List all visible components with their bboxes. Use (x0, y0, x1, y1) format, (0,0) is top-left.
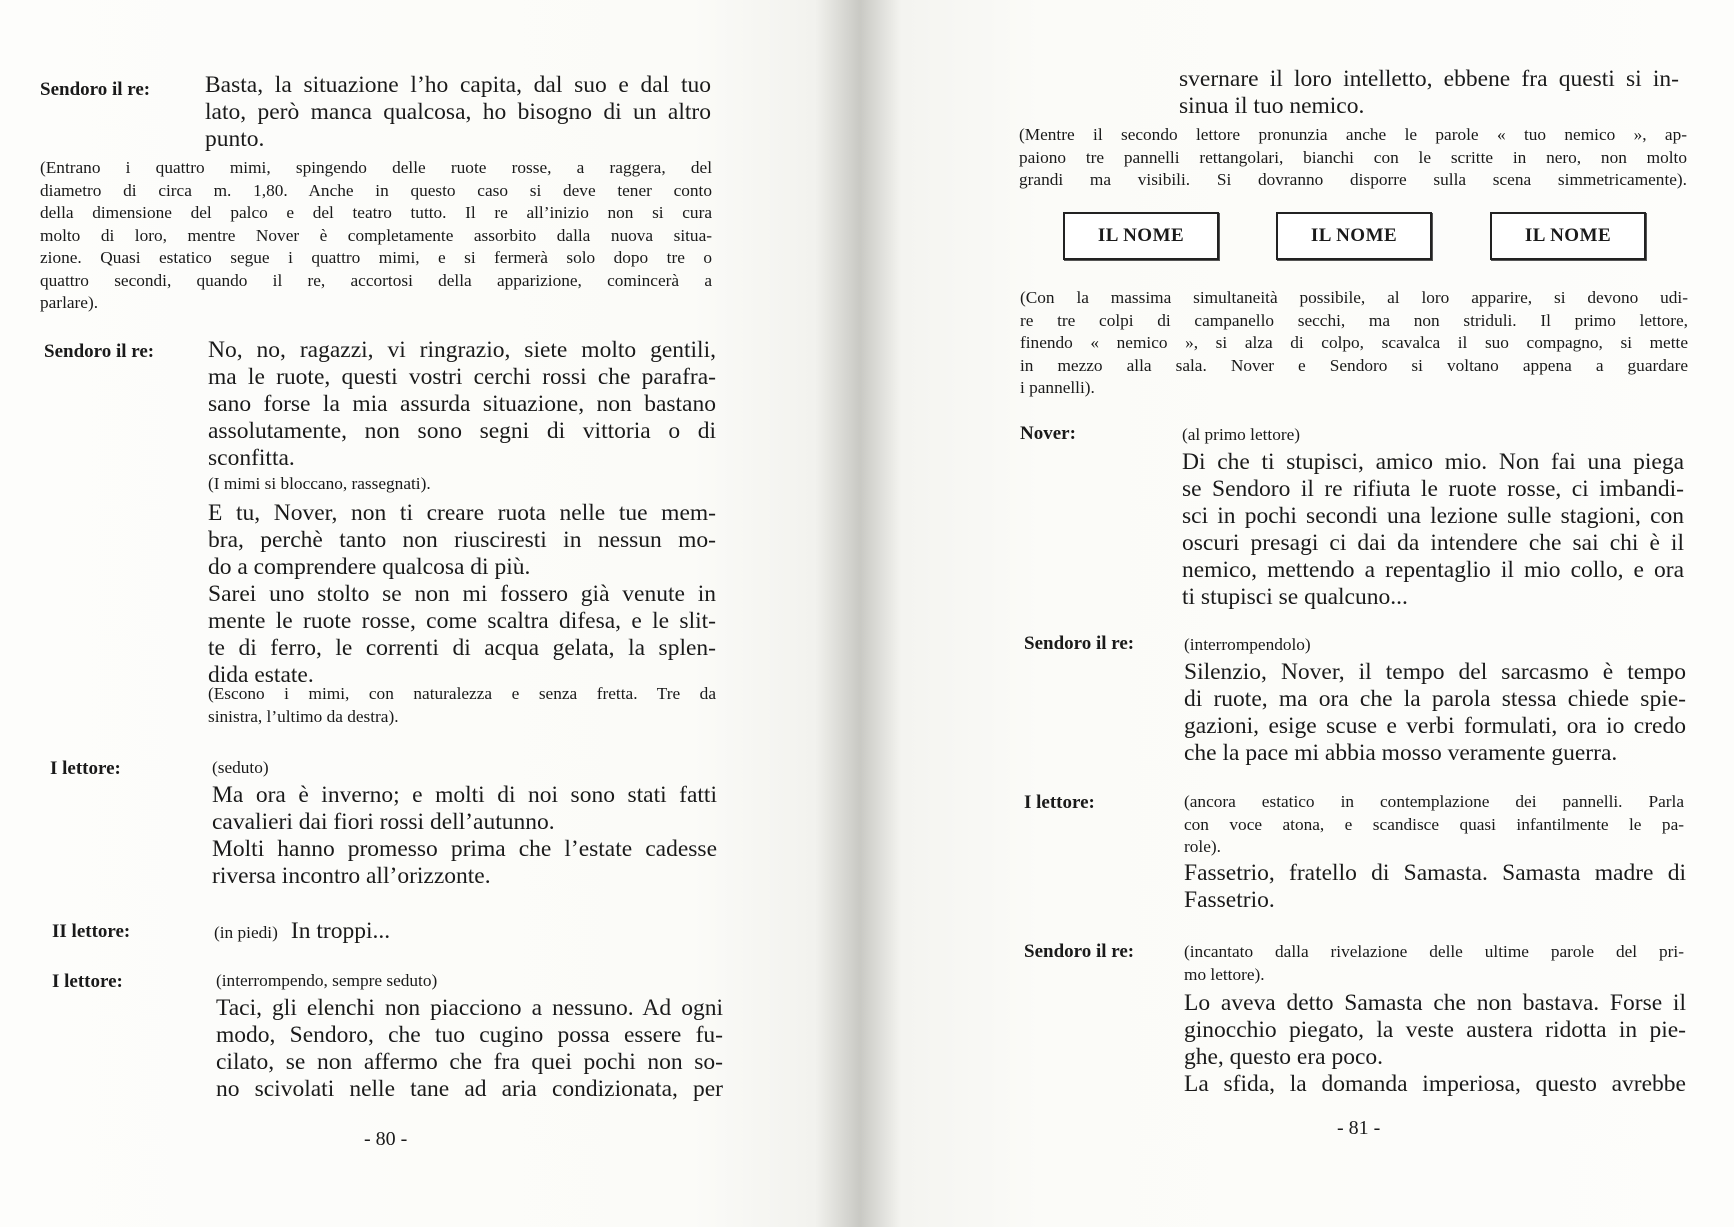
text-line: Basta, la situazione l’ho capita, dal suo e dal tuo (205, 72, 711, 98)
text-line: No, no, ragazzi, vi ringrazio, siete molto gentili, (208, 337, 716, 363)
page-number: - 80 - (364, 1128, 408, 1150)
page-number: - 81 - (1337, 1117, 1381, 1139)
dialogue-text (208, 500, 716, 689)
stage-direction: (in piedi) (214, 923, 278, 942)
text-line: sci in pochi secondi una lezione sulle stagioni, con (1182, 503, 1684, 529)
text-line: (al primo lettore) (1182, 425, 1301, 444)
name-panel: IL NOME (1490, 212, 1646, 260)
stage-direction (1019, 124, 1687, 192)
text-line: Taci, gli elenchi non piacciono a nessuno. Ad ogni (216, 995, 723, 1021)
text-line: La sfida, la domanda imperiosa, questo avrebbe (1184, 1071, 1686, 1097)
left-page (0, 0, 860, 1227)
text-line: quattro secondi, quando il re, accortosi della apparizione, comincerà a (40, 270, 712, 290)
text-line: molto di loro, mentre Nover è completamente assorbito dalla nuova situa- (40, 225, 712, 245)
text-line: Lo aveva detto Samasta che non bastava. Forse il (1184, 990, 1686, 1016)
text-line: ginocchio piegato, la veste austera ridotta in pie- (1184, 1017, 1686, 1043)
name-panel: IL NOME (1276, 212, 1432, 260)
text-line: Di che ti stupisci, amico mio. Non fai una piega (1182, 449, 1684, 475)
text-line: di ruote, ma ora che la parola stessa chiede spie- (1184, 686, 1686, 712)
stage-direction (1184, 634, 1684, 657)
text-line: Fassetrio. (1184, 887, 1275, 913)
text-line: dida estate. (208, 662, 314, 688)
stage-direction (216, 970, 721, 993)
dialogue-text (1182, 449, 1684, 611)
text-line: ghe, questo era poco. (1184, 1044, 1384, 1070)
stage-direction (212, 757, 717, 780)
text-line: lato, però manca qualcosa, ho bisogno di un altro (205, 99, 711, 125)
text-line: In troppi... (290, 918, 391, 944)
text-line: gazioni, esige scuse e verbi formulati, ora io credo (1184, 713, 1686, 739)
text-line: (Entrano i quattro mimi, spingendo delle ruote rosse, a raggera, del (40, 158, 712, 177)
text-line: ti stupisci se qualcuno... (1182, 584, 1408, 610)
text-line: Sarei uno stolto se non mi fossero già venute in (208, 581, 716, 607)
text-line: (ancora estatico in contemplazione dei pannelli. Parla (1184, 792, 1684, 811)
dialogue-text (1184, 860, 1686, 914)
text-line: sinua il tuo nemico. (1179, 93, 1365, 119)
text-line: (interrompendolo) (1184, 635, 1311, 654)
right-page (874, 0, 1734, 1227)
text-line: (seduto) (212, 758, 269, 777)
text-line: re tre colpi di campanello secchi, ma non striduli. Il primo lettore, (1020, 310, 1688, 330)
speaker-label: Sendoro il re: (44, 341, 155, 362)
text-line: sano forse la mia assurda situazione, non bastano (208, 391, 716, 417)
speaker-label: Sendoro il re: (40, 79, 151, 100)
dialogue-text (216, 995, 723, 1103)
text-line: in mezzo alla sala. Nover e Sendoro si voltano appena a guardare (1020, 355, 1688, 375)
text-line: nemico, mettendo a repentaglio il mio collo, e ora (1182, 557, 1684, 583)
text-line: diametro di circa m. 1,80. Anche in questo caso si deve tener conto (40, 180, 712, 200)
text-line: finendo « nemico », si alza di colpo, scavalca il suo compagno, si mette (1020, 333, 1688, 352)
text-line: (Escono i mimi, con naturalezza e senza fretta. Tre da (208, 684, 716, 703)
text-line: della dimensione del palco e del teatro tutto. Il re all’inizio non si cura (40, 203, 712, 222)
text-line: che la pace mi abbia mosso veramente guerra. (1184, 740, 1618, 766)
dialogue-text (208, 337, 716, 472)
stage-direction (1184, 791, 1684, 859)
text-line: con voce atona, e scandisce quasi infantilmente le pa- (1184, 814, 1684, 834)
dialogue-text (212, 782, 717, 890)
text-line: no scivolati nelle tane ad aria condizionata, per (216, 1076, 723, 1102)
stage-direction (40, 157, 712, 315)
text-line: grandi ma visibili. Si dovranno disporre sulla scena simmetricamente). (1019, 170, 1687, 189)
text-line: riversa incontro all’orizzonte. (212, 863, 491, 889)
text-line: mo lettore). (1184, 964, 1265, 984)
text-line: bra, perchè tanto non riusciresti in nessun mo- (208, 527, 716, 553)
dialogue-text (1179, 66, 1679, 120)
text-line: Silenzio, Nover, il tempo del sarcasmo è tempo (1184, 659, 1686, 685)
text-line: zione. Quasi estatico segue i quattro mimi, e si fermerà solo dopo tre o (40, 248, 712, 267)
text-line: sconfitta. (208, 445, 295, 471)
dialogue-text (214, 918, 719, 945)
text-line: Ma ora è inverno; e molti di noi sono stati fatti (212, 782, 717, 808)
dialogue-text (205, 72, 711, 153)
text-line: E tu, Nover, non ti creare ruota nelle tue mem- (208, 500, 716, 526)
speaker-label: Sendoro il re: (1024, 633, 1135, 654)
text-line: cavalieri dai fiori rossi dell’autunno. (212, 809, 555, 835)
text-line: assolutamente, non sono segni di vittoria o di (208, 418, 716, 444)
text-line: sinistra, l’ultimo da destra). (208, 706, 399, 726)
text-line: parlare). (40, 293, 99, 312)
text-line: svernare il loro intelletto, ebbene fra questi si in- (1179, 66, 1679, 92)
name-panel: IL NOME (1063, 212, 1219, 260)
text-line: i pannelli). (1020, 378, 1095, 397)
speaker-label: Nover: (1020, 423, 1076, 444)
stage-direction (208, 683, 716, 728)
text-line: mente le ruote rosse, come scaltra difesa, e le slit- (208, 608, 716, 634)
text-line: Molti hanno promesso prima che l’estate cadesse (212, 836, 717, 862)
stage-direction (1020, 287, 1688, 400)
text-line: (Con la massima simultaneità possibile, al loro apparire, si devono udi- (1020, 288, 1688, 307)
text-line: te di ferro, le correnti di acqua gelata, la splen- (208, 635, 716, 661)
dialogue-text (1184, 990, 1686, 1098)
text-line: (interrompendo, sempre seduto) (216, 971, 438, 990)
speaker-label: I lettore: (1024, 792, 1095, 813)
stage-direction (208, 473, 716, 496)
speaker-label: II lettore: (52, 921, 131, 942)
text-line: ma le ruote, questi vostri cerchi rossi che parafra- (208, 364, 716, 390)
text-line: paiono tre pannelli rettangolari, bianchi con le scritte in nero, non molto (1019, 147, 1687, 167)
dialogue-text (1184, 659, 1686, 767)
speaker-label: I lettore: (52, 971, 123, 992)
text-line: se Sendoro il re rifiuta le ruote rosse, ci imbandi- (1182, 476, 1684, 502)
text-line: Fassetrio, fratello di Samasta. Samasta madre di (1184, 860, 1686, 886)
text-line: (incantato dalla rivelazione delle ultime parole del pri- (1184, 942, 1684, 961)
stage-direction (1182, 424, 1682, 447)
text-line: cilato, se non affermo che fra quei pochi non so- (216, 1049, 723, 1075)
text-line: role). (1184, 837, 1221, 856)
speaker-label: I lettore: (50, 758, 121, 779)
text-line: (Mentre il secondo lettore pronunzia anche le parole « tuo nemico », ap- (1019, 125, 1687, 144)
stage-direction (1184, 941, 1684, 986)
speaker-label: Sendoro il re: (1024, 941, 1135, 962)
text-line: (I mimi si bloccano, rassegnati). (208, 474, 431, 493)
text-line: modo, Sendoro, che tuo cugino possa essere fu- (216, 1022, 723, 1048)
text-line: oscuri presagi ci dai da intendere che sai chi è il (1182, 530, 1684, 556)
text-line: do a comprendere qualcosa di più. (208, 554, 531, 580)
text-line: punto. (205, 126, 265, 152)
